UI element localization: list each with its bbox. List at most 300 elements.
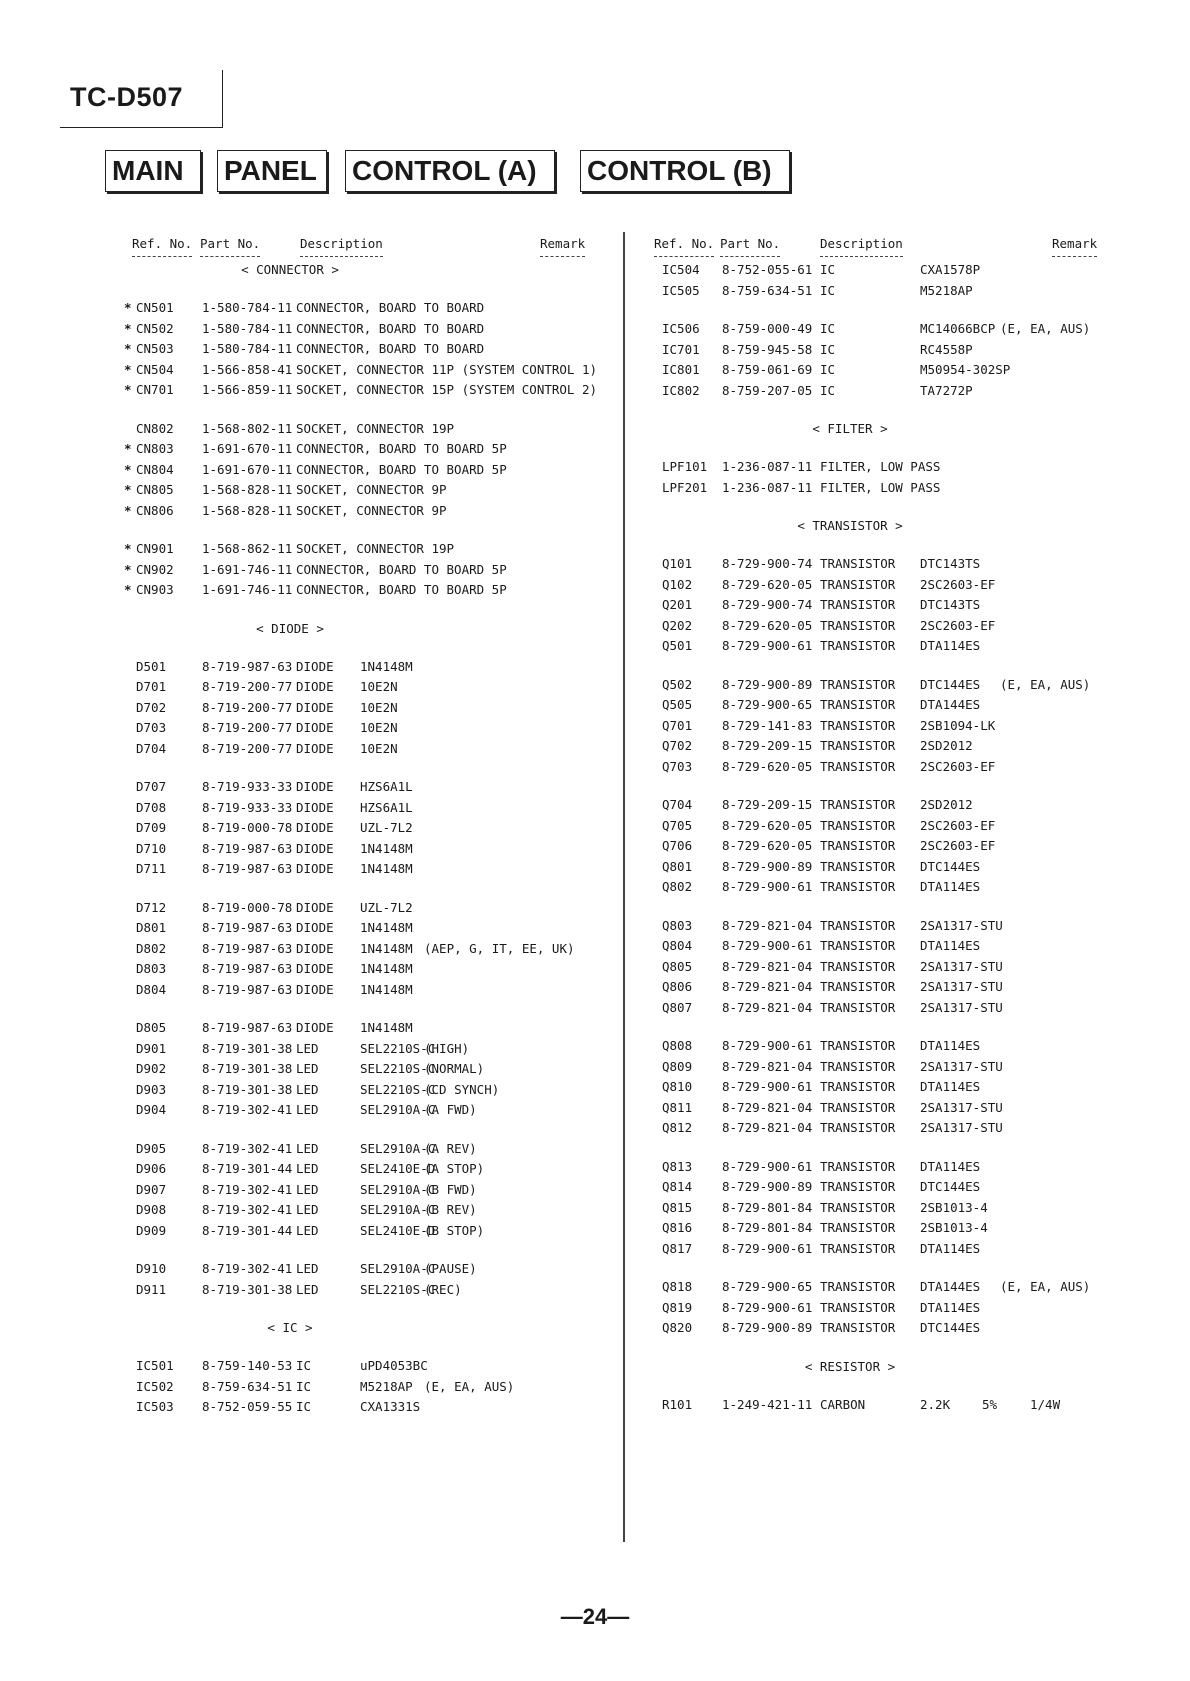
part-type: uPD4053BC — [360, 1358, 428, 1373]
description: TRANSISTOR — [820, 1158, 896, 1174]
part-no: 8-729-821-04 — [722, 1058, 813, 1074]
part-no: 8-729-900-61 — [722, 1158, 813, 1174]
part-type: SEL2410E-D — [360, 1222, 436, 1238]
description: CONNECTOR, BOARD TO BOARD — [296, 320, 485, 336]
parts-row — [120, 1082, 610, 1100]
parts-row — [120, 720, 610, 738]
part-type: 2SC2603-EF — [920, 617, 996, 633]
parts-row — [120, 941, 610, 959]
description: TRANSISTOR — [820, 797, 896, 812]
description: CONNECTOR, BOARD TO BOARD — [296, 300, 485, 315]
description: TRANSISTOR — [820, 676, 896, 692]
description: DIODE — [296, 961, 334, 976]
description: LED — [296, 1081, 319, 1097]
ref-no: Q704 — [662, 797, 693, 812]
parts-row — [120, 382, 610, 400]
description: DIODE — [296, 779, 334, 794]
part-no: 8-752-055-61 — [722, 262, 813, 277]
parts-row — [120, 961, 610, 979]
parts-row — [120, 900, 610, 918]
remark: (NORMAL) — [424, 1061, 485, 1076]
remark: (E, EA, AUS) — [1000, 676, 1091, 692]
part-no: 8-719-987-63 — [202, 840, 293, 856]
section-title: < RESISTOR > — [804, 1358, 896, 1374]
ref-no: CN805 — [136, 482, 174, 497]
description: DIODE — [296, 861, 334, 876]
remark: (E, EA, AUS) — [424, 1378, 515, 1394]
parts-row — [650, 638, 1120, 656]
parts-row — [120, 679, 610, 697]
description: CARBON — [820, 1396, 866, 1412]
ref-no: Q810 — [662, 1079, 693, 1094]
ref-no: Q705 — [662, 817, 693, 833]
part-type: DTA114ES — [920, 638, 981, 653]
part-no: 8-719-302-41 — [202, 1261, 293, 1276]
ref-no: Q811 — [662, 1099, 693, 1115]
parts-row — [120, 1358, 610, 1376]
part-type: SEL2210S-C — [360, 1081, 436, 1097]
part-type: 10E2N — [360, 699, 398, 715]
part-type: M5218AP — [920, 282, 973, 298]
description: DIODE — [296, 920, 334, 935]
description: IC — [296, 1358, 312, 1373]
ref-no: IC802 — [662, 382, 700, 398]
description: DIODE — [296, 740, 334, 756]
safety-mark: * — [124, 361, 132, 377]
description: TRANSISTOR — [820, 556, 896, 571]
description: SOCKET, CONNECTOR 19P — [296, 420, 455, 436]
description: TRANSISTOR — [820, 738, 896, 753]
parts-row — [650, 618, 1120, 636]
description: TRANSISTOR — [820, 1079, 896, 1094]
parts-row — [650, 1120, 1120, 1138]
parts-row — [650, 1279, 1120, 1297]
part-type: 2SD2012 — [920, 738, 973, 753]
ref-no: D708 — [136, 799, 167, 815]
section-title: < TRANSISTOR > — [797, 518, 903, 533]
ref-no: D710 — [136, 840, 167, 856]
ref-no: CN903 — [136, 582, 174, 597]
ref-no: Q804 — [662, 938, 693, 953]
part-no: 8-719-301-44 — [202, 1222, 293, 1238]
part-type: 1N4148M — [360, 861, 413, 876]
ref-no: Q806 — [662, 979, 693, 994]
part-type: DTA114ES — [920, 879, 981, 894]
ref-no: IC502 — [136, 1378, 174, 1394]
part-no: 8-719-200-77 — [202, 740, 293, 756]
parts-row — [120, 541, 610, 559]
part-type: M5218AP — [360, 1378, 413, 1394]
description: TRANSISTOR — [820, 576, 896, 592]
description: TRANSISTOR — [820, 938, 896, 953]
ref-no: IC504 — [662, 262, 700, 277]
part-type: DTC143TS — [920, 556, 981, 571]
part-no: 8-719-301-38 — [202, 1281, 293, 1297]
part-type: DTA114ES — [920, 1038, 981, 1053]
part-no: 8-729-620-05 — [722, 576, 813, 592]
remark: (A REV) — [424, 1140, 477, 1156]
part-type: SEL2210S-C — [360, 1061, 436, 1076]
description: CONNECTOR, BOARD TO BOARD 5P — [296, 441, 507, 456]
parts-row — [120, 341, 610, 359]
parts-row — [120, 1261, 610, 1279]
parts-row — [650, 879, 1120, 897]
description: DIODE — [296, 658, 334, 674]
part-no: 8-719-301-38 — [202, 1061, 293, 1076]
part-no: 8-729-821-04 — [722, 1099, 813, 1115]
ref-no: Q505 — [662, 697, 693, 712]
parts-row — [120, 462, 610, 480]
ref-no: D908 — [136, 1202, 167, 1217]
part-no: 8-729-900-61 — [722, 938, 813, 953]
ref-no: Q817 — [662, 1240, 693, 1256]
page-number: —24— — [560, 1604, 630, 1629]
ref-no: Q818 — [662, 1279, 693, 1294]
safety-mark: * — [124, 461, 132, 477]
part-type: DTC144ES — [920, 1179, 981, 1194]
part-type: 2SC2603-EF — [920, 576, 996, 592]
part-type: DTA144ES — [920, 1279, 981, 1294]
parts-row — [120, 1399, 610, 1417]
part-no: 8-759-207-05 — [722, 382, 813, 398]
description: TRANSISTOR — [820, 1099, 896, 1115]
part-no: 1-236-087-11 — [722, 459, 813, 474]
parts-row — [120, 982, 610, 1000]
part-no: 8-729-821-04 — [722, 958, 813, 974]
part-type: DTA144ES — [920, 697, 981, 712]
parts-row — [650, 738, 1120, 756]
parts-row — [650, 1320, 1120, 1338]
part-type: 2SA1317-STU — [920, 1058, 1003, 1074]
part-type: SEL2910A-C — [360, 1140, 436, 1156]
description: DIODE — [296, 799, 334, 815]
ref-no: D901 — [136, 1040, 167, 1056]
ref-no: CN806 — [136, 502, 174, 518]
part-no: 8-719-987-63 — [202, 920, 293, 935]
part-no: 8-729-900-61 — [722, 1038, 813, 1053]
part-no: 1-580-784-11 — [202, 320, 293, 336]
part-type: 2SA1317-STU — [920, 917, 1003, 933]
part-type: 2.2K — [920, 1396, 951, 1412]
ref-no: CN504 — [136, 361, 174, 377]
part-no: 8-729-620-05 — [722, 617, 813, 633]
parts-row — [650, 859, 1120, 877]
part-no: 1-580-784-11 — [202, 341, 293, 356]
ref-no: D704 — [136, 740, 167, 756]
ref-no: Q809 — [662, 1058, 693, 1074]
description: TRANSISTOR — [820, 1038, 896, 1053]
part-no: 8-729-900-61 — [722, 1299, 813, 1315]
part-no: 1-568-828-11 — [202, 502, 293, 518]
description: CONNECTOR, BOARD TO BOARD — [296, 341, 485, 356]
part-type: DTC143TS — [920, 597, 981, 612]
description: TRANSISTOR — [820, 958, 896, 974]
part-type: 2SC2603-EF — [920, 817, 996, 833]
description: TRANSISTOR — [820, 1199, 896, 1215]
part-no: 8-759-634-51 — [202, 1378, 293, 1394]
header-remark: Remark — [1052, 236, 1098, 251]
part-no: 8-729-900-61 — [722, 1240, 813, 1256]
description: TRANSISTOR — [820, 597, 896, 612]
remark: 5% — [982, 1396, 998, 1412]
parts-row — [120, 1141, 610, 1159]
part-no: 8-719-987-63 — [202, 861, 293, 876]
part-type: RC4558P — [920, 341, 973, 357]
parts-row — [120, 441, 610, 459]
description: TRANSISTOR — [820, 979, 896, 994]
part-type: DTA114ES — [920, 1158, 981, 1174]
description: TRANSISTOR — [820, 638, 896, 653]
description: IC — [820, 382, 836, 398]
section-title: < DIODE > — [256, 620, 324, 636]
parts-row — [650, 480, 1120, 498]
part-no: 8-719-000-78 — [202, 899, 293, 915]
ref-no: D909 — [136, 1222, 167, 1238]
title-main: MAIN — [105, 150, 201, 192]
ref-no: D707 — [136, 779, 167, 794]
remark: (E, EA, AUS) — [1000, 1279, 1091, 1294]
part-no: 1-566-858-41 — [202, 361, 293, 377]
part-no: 8-729-900-61 — [722, 879, 813, 894]
header-desc: Description — [300, 236, 383, 251]
parts-row — [650, 1241, 1120, 1259]
ref-no: Q701 — [662, 717, 693, 733]
ref-no: R101 — [662, 1396, 693, 1412]
part-type: 1N4148M — [360, 940, 413, 956]
description: DIODE — [296, 699, 334, 715]
part-no: 8-759-634-51 — [722, 282, 813, 298]
description: CONNECTOR, BOARD TO BOARD 5P — [296, 582, 507, 597]
part-type: 10E2N — [360, 720, 398, 735]
part-no: 8-729-900-89 — [722, 858, 813, 874]
ref-no: D910 — [136, 1261, 167, 1276]
parts-row — [650, 797, 1120, 815]
ref-no: CN902 — [136, 561, 174, 577]
part-no: 8-752-059-55 — [202, 1399, 293, 1414]
description: TRANSISTOR — [820, 758, 896, 774]
ref-no: CN802 — [136, 420, 174, 436]
ref-no: Q201 — [662, 597, 693, 612]
part-type: 1N4148M — [360, 920, 413, 935]
ref-no: CN502 — [136, 320, 174, 336]
part-no: 8-719-000-78 — [202, 820, 293, 835]
part-no: 1-236-087-11 — [722, 479, 813, 495]
part-type: 1N4148M — [360, 981, 413, 997]
ref-no: D501 — [136, 658, 167, 674]
part-no: 8-729-821-04 — [722, 999, 813, 1015]
section-title: < FILTER > — [812, 421, 888, 436]
part-no: 8-719-987-63 — [202, 961, 293, 976]
parts-row — [650, 262, 1120, 280]
parts-row — [120, 1061, 610, 1079]
safety-mark: * — [124, 582, 132, 597]
part-no: 8-719-302-41 — [202, 1140, 293, 1156]
part-no: 1-691-746-11 — [202, 561, 293, 577]
part-type: SEL2210S-C — [360, 1281, 436, 1297]
part-no: 1-568-802-11 — [202, 420, 293, 436]
parts-row — [650, 1179, 1120, 1197]
part-no: 8-729-620-05 — [722, 817, 813, 833]
parts-row — [120, 1102, 610, 1120]
part-type: DTC144ES — [920, 858, 981, 874]
parts-row — [650, 697, 1120, 715]
header-ref: Ref. No. — [654, 236, 715, 251]
description: TRANSISTOR — [820, 617, 896, 633]
description: DIODE — [296, 679, 334, 694]
ref-no: IC801 — [662, 362, 700, 377]
description: LED — [296, 1102, 319, 1117]
remark: (A STOP) — [424, 1161, 485, 1176]
parts-row — [120, 1282, 610, 1300]
parts-row — [650, 283, 1120, 301]
ref-no: CN804 — [136, 461, 174, 477]
parts-row — [650, 1079, 1120, 1097]
safety-mark: * — [124, 341, 132, 356]
remark: (CD SYNCH) — [424, 1081, 500, 1097]
description: IC — [820, 282, 836, 298]
description: TRANSISTOR — [820, 1120, 896, 1135]
parts-row — [120, 482, 610, 500]
remark: (B FWD) — [424, 1181, 477, 1197]
ref-no: Q820 — [662, 1320, 693, 1335]
parts-row — [650, 1100, 1120, 1118]
ref-no: D711 — [136, 861, 167, 876]
part-no: 8-729-620-05 — [722, 758, 813, 774]
safety-mark: * — [124, 300, 132, 315]
description: TRANSISTOR — [820, 838, 896, 853]
part-no: 1-580-784-11 — [202, 300, 293, 315]
part-type: SEL2910A-C — [360, 1202, 436, 1217]
parts-row — [650, 979, 1120, 997]
parts-row — [120, 1161, 610, 1179]
ref-no: D904 — [136, 1102, 167, 1117]
part-type: MC14066BCP — [920, 321, 996, 336]
parts-row — [120, 861, 610, 879]
parts-row — [650, 1397, 1120, 1415]
description: DIODE — [296, 1020, 334, 1035]
part-type: SEL2210S-C — [360, 1040, 436, 1056]
part-no: 8-729-900-61 — [722, 638, 813, 653]
description: SOCKET, CONNECTOR 15P (SYSTEM CONTROL 2) — [296, 382, 598, 397]
part-no: 8-719-302-41 — [202, 1202, 293, 1217]
description: LED — [296, 1161, 319, 1176]
part-no: 1-566-859-11 — [202, 382, 293, 397]
title-control-b: CONTROL (B) — [580, 150, 790, 192]
part-type: DTA114ES — [920, 1240, 981, 1256]
parts-row — [650, 818, 1120, 836]
column-divider — [623, 232, 625, 1542]
remark: (A FWD) — [424, 1102, 477, 1117]
description: TRANSISTOR — [820, 717, 896, 733]
description: TRANSISTOR — [820, 917, 896, 933]
description: TRANSISTOR — [820, 697, 896, 712]
description: TRANSISTOR — [820, 1220, 896, 1235]
ref-no: D903 — [136, 1081, 167, 1097]
parts-row — [650, 362, 1120, 380]
ref-no: D709 — [136, 820, 167, 835]
part-no: 8-719-302-41 — [202, 1102, 293, 1117]
part-no: 8-719-302-41 — [202, 1181, 293, 1197]
description: FILTER, LOW PASS — [820, 479, 941, 495]
title-panel: PANEL — [217, 150, 327, 192]
parts-row — [120, 582, 610, 600]
parts-row — [120, 1223, 610, 1241]
ref-no: D703 — [136, 720, 167, 735]
header-ref: Ref. No. — [132, 236, 193, 251]
remark: (E, EA, AUS) — [1000, 321, 1091, 336]
description: DIODE — [296, 720, 334, 735]
part-no: 8-729-620-05 — [722, 838, 813, 853]
part-type: HZS6A1L — [360, 779, 413, 794]
part-no: 8-729-821-04 — [722, 979, 813, 994]
description: SOCKET, CONNECTOR 19P — [296, 541, 455, 556]
part-no: 8-719-200-77 — [202, 720, 293, 735]
ref-no: Q813 — [662, 1158, 693, 1174]
part-no: 8-729-141-83 — [722, 717, 813, 733]
description: TRANSISTOR — [820, 1320, 896, 1335]
ref-no: D701 — [136, 679, 167, 694]
parts-row — [650, 1220, 1120, 1238]
part-no: 8-719-301-44 — [202, 1161, 293, 1176]
safety-mark: * — [124, 541, 132, 556]
safety-mark: * — [124, 561, 132, 577]
parts-row — [120, 741, 610, 759]
part-no: 8-719-301-38 — [202, 1040, 293, 1056]
description: TRANSISTOR — [820, 1179, 896, 1194]
part-type: CXA1331S — [360, 1399, 421, 1414]
ref-no: D906 — [136, 1161, 167, 1176]
remark: (REC) — [424, 1281, 462, 1297]
ref-no: Q807 — [662, 999, 693, 1015]
description: LED — [296, 1281, 319, 1297]
ref-no: D702 — [136, 699, 167, 715]
parts-row — [120, 421, 610, 439]
wattage: 1/4W — [1030, 1396, 1061, 1412]
parts-row — [650, 459, 1120, 477]
ref-no: Q812 — [662, 1120, 693, 1135]
remark: (B REV) — [424, 1202, 477, 1217]
description: IC — [820, 362, 836, 377]
parts-row — [650, 342, 1120, 360]
section-title: < CONNECTOR > — [241, 262, 339, 277]
description: LED — [296, 1140, 319, 1156]
part-no: 8-729-821-04 — [722, 1120, 813, 1135]
part-no: 1-568-862-11 — [202, 541, 293, 556]
part-no: 8-729-900-89 — [722, 1320, 813, 1335]
parts-row — [650, 838, 1120, 856]
part-no: 8-719-933-33 — [202, 799, 293, 815]
ref-no: D801 — [136, 920, 167, 935]
part-no: 8-719-987-63 — [202, 1020, 293, 1035]
parts-row — [650, 321, 1120, 339]
part-type: DTA114ES — [920, 1079, 981, 1094]
part-no: 8-729-900-74 — [722, 556, 813, 571]
part-no: 8-719-200-77 — [202, 679, 293, 694]
part-type: UZL-7L2 — [360, 899, 413, 915]
part-type: DTC144ES — [920, 1320, 981, 1335]
part-no: 8-759-061-69 — [722, 362, 813, 377]
parts-row — [120, 503, 610, 521]
ref-no: IC701 — [662, 341, 700, 357]
safety-mark: * — [124, 382, 132, 397]
part-type: DTC144ES — [920, 676, 981, 692]
header-part: Part No. — [200, 236, 261, 251]
part-no: 8-719-987-63 — [202, 981, 293, 997]
parts-row — [650, 556, 1120, 574]
parts-row — [120, 1182, 610, 1200]
parts-row — [650, 677, 1120, 695]
ref-no: D911 — [136, 1281, 167, 1297]
